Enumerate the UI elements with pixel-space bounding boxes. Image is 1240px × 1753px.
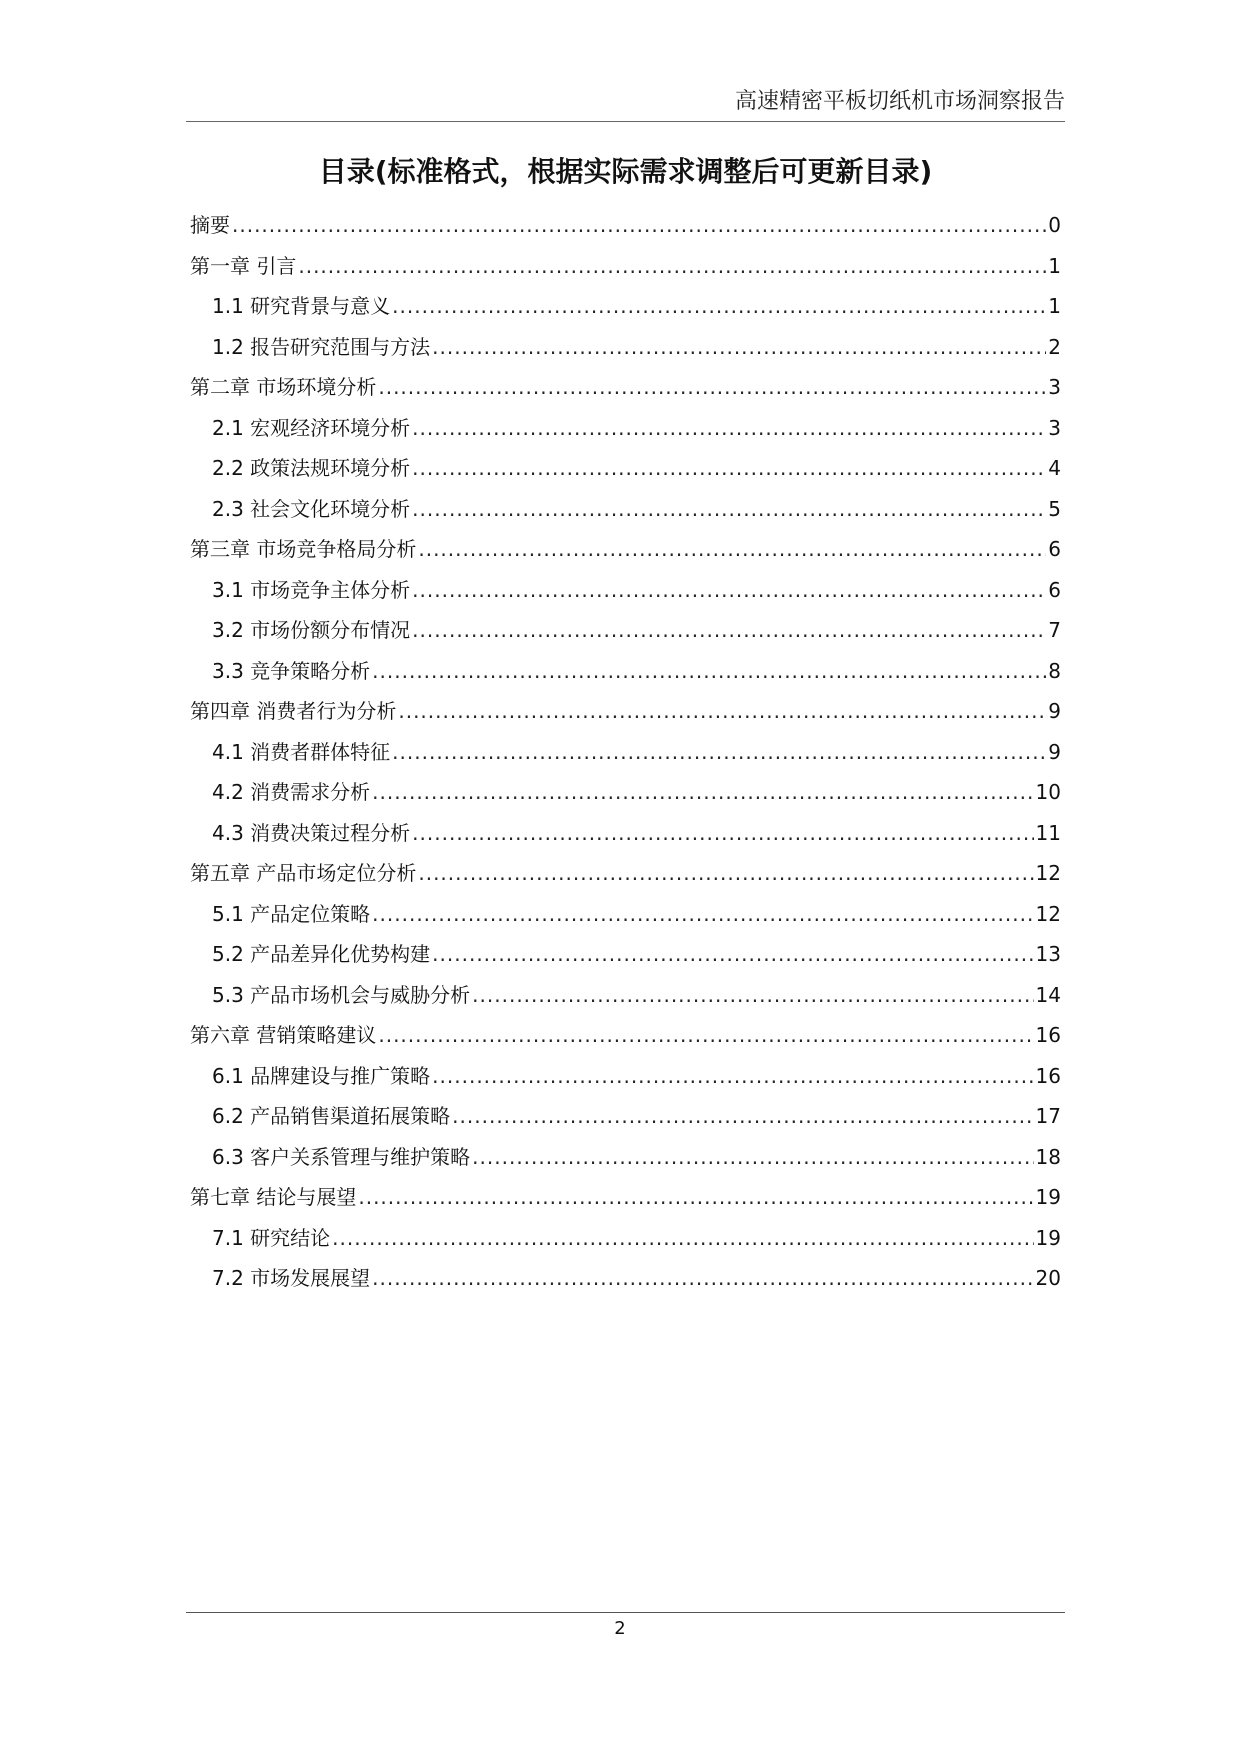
- toc-leader-dots: [412, 416, 1046, 440]
- toc-entry-page: 0: [1048, 213, 1061, 237]
- toc-entry-label: 7.2 市场发展展望: [212, 1266, 371, 1290]
- toc-entry-page: 3: [1048, 375, 1061, 399]
- toc-entry-page: 1: [1048, 253, 1061, 278]
- toc-entry-page: 9: [1048, 699, 1061, 723]
- toc-entry-page: 10: [1035, 780, 1061, 804]
- toc-entry[interactable]: [190, 331, 1061, 372]
- toc-entry-label: 第二章 市场环境分析: [190, 375, 377, 399]
- toc-entry-page: 19: [1035, 1185, 1061, 1209]
- toc-leader-dots: [472, 983, 1033, 1007]
- toc-entry[interactable]: [190, 857, 1061, 898]
- toc-entry[interactable]: [190, 938, 1061, 979]
- toc-entry-page: 7: [1048, 618, 1061, 642]
- toc-entry-page: 13: [1035, 942, 1061, 966]
- toc-leader-dots: [392, 294, 1046, 318]
- toc-entry-page: 2: [1048, 334, 1061, 359]
- toc-entry-label: 5.3 产品市场机会与威胁分析: [212, 982, 471, 1007]
- toc-entry-page: 5: [1048, 496, 1061, 521]
- toc-entry[interactable]: [190, 817, 1061, 858]
- toc-entry-label: 第五章 产品市场定位分析: [190, 861, 417, 885]
- toc-entry[interactable]: [190, 736, 1061, 777]
- toc-entry-label: 5.2 产品差异化优势构建: [212, 942, 431, 966]
- toc-title: 目录(标准格式，根据实际需求调整后可更新目录): [318, 155, 933, 188]
- toc-entry[interactable]: [190, 614, 1061, 655]
- toc-entry-label: 6.1 品牌建设与推广策略: [212, 1063, 431, 1088]
- toc-entry-label: 2.2 政策法规环境分析: [212, 456, 411, 480]
- table-of-contents: [190, 209, 1061, 1303]
- footer-rule: [186, 1612, 1065, 1613]
- toc-entry-page: 16: [1035, 1063, 1061, 1088]
- toc-entry[interactable]: [190, 1100, 1061, 1141]
- toc-leader-dots: [412, 497, 1046, 521]
- toc-entry-page: 9: [1048, 739, 1061, 764]
- toc-leader-dots: [398, 699, 1046, 723]
- toc-leader-dots: [412, 618, 1046, 642]
- toc-leader-dots: [392, 740, 1046, 764]
- toc-leader-dots: [332, 1226, 1033, 1250]
- toc-entry-page: 20: [1035, 1266, 1061, 1290]
- toc-leader-dots: [372, 780, 1033, 804]
- toc-entry[interactable]: [190, 290, 1061, 331]
- toc-leader-dots: [372, 659, 1046, 683]
- toc-leader-dots: [452, 1104, 1033, 1128]
- toc-entry-label: 4.3 消费决策过程分析: [212, 820, 411, 845]
- toc-entry-label: 4.2 消费需求分析: [212, 780, 371, 804]
- toc-entry[interactable]: [190, 1262, 1061, 1303]
- toc-entry-label: 7.1 研究结论: [212, 1225, 331, 1250]
- toc-entry-label: 1.1 研究背景与意义: [212, 294, 391, 318]
- toc-entry[interactable]: [190, 574, 1061, 615]
- toc-entry-page: 6: [1048, 577, 1061, 602]
- toc-leader-dots: [432, 335, 1046, 359]
- toc-entry-label: 2.3 社会文化环境分析: [212, 496, 411, 521]
- toc-entry-label: 6.2 产品销售渠道拓展策略: [212, 1104, 451, 1128]
- toc-leader-dots: [412, 578, 1046, 602]
- toc-entry[interactable]: [190, 371, 1061, 412]
- toc-entry-page: 11: [1035, 820, 1061, 845]
- toc-entry[interactable]: [190, 493, 1061, 534]
- toc-entry-page: 16: [1035, 1023, 1061, 1047]
- toc-entry-page: 4: [1048, 456, 1061, 480]
- toc-entry-page: 17: [1035, 1104, 1061, 1128]
- toc-entry-label: 3.2 市场份额分布情况: [212, 618, 411, 642]
- toc-entry-label: 第一章 引言: [190, 253, 297, 278]
- toc-leader-dots: [232, 213, 1046, 237]
- toc-leader-dots: [418, 537, 1046, 561]
- toc-entry-label: 3.1 市场竞争主体分析: [212, 577, 411, 602]
- header-rule: [186, 121, 1065, 122]
- toc-leader-dots: [432, 942, 1033, 966]
- toc-entry-label: 第四章 消费者行为分析: [190, 699, 397, 723]
- toc-entry[interactable]: [190, 1019, 1061, 1060]
- toc-leader-dots: [472, 1145, 1033, 1169]
- toc-entry-page: 6: [1048, 537, 1061, 561]
- toc-leader-dots: [298, 254, 1046, 278]
- toc-entry[interactable]: [190, 250, 1061, 291]
- toc-entry[interactable]: [190, 1060, 1061, 1101]
- toc-leader-dots: [432, 1064, 1033, 1088]
- toc-entry[interactable]: [190, 412, 1061, 453]
- toc-leader-dots: [378, 375, 1046, 399]
- toc-entry-page: 14: [1035, 982, 1061, 1007]
- toc-entry-label: 5.1 产品定位策略: [212, 901, 371, 926]
- toc-entry[interactable]: [190, 1141, 1061, 1182]
- toc-entry[interactable]: [190, 533, 1061, 574]
- toc-entry-label: 第三章 市场竞争格局分析: [190, 537, 417, 561]
- toc-entry-label: 6.3 客户关系管理与维护策略: [212, 1144, 471, 1169]
- toc-entry[interactable]: [190, 1222, 1061, 1263]
- toc-entry-page: 19: [1035, 1225, 1061, 1250]
- toc-entry[interactable]: [190, 898, 1061, 939]
- toc-entry[interactable]: [190, 695, 1061, 736]
- toc-entry[interactable]: [190, 209, 1061, 250]
- toc-entry-page: 12: [1035, 901, 1061, 926]
- toc-entry-page: 3: [1048, 415, 1061, 440]
- toc-entry-label: 3.3 竞争策略分析: [212, 658, 371, 683]
- toc-entry-page: 12: [1035, 861, 1061, 885]
- toc-leader-dots: [358, 1185, 1033, 1209]
- toc-leader-dots: [412, 456, 1046, 480]
- toc-entry-page: 8: [1048, 658, 1061, 683]
- toc-leader-dots: [418, 861, 1033, 885]
- toc-entry-label: 2.1 宏观经济环境分析: [212, 415, 411, 440]
- running-header: 高速精密平板切纸机市场洞察报告: [734, 89, 1065, 114]
- toc-entry-label: 第七章 结论与展望: [190, 1185, 357, 1209]
- toc-entry[interactable]: [190, 979, 1061, 1020]
- toc-entry-label: 第六章 营销策略建议: [190, 1023, 377, 1047]
- toc-entry[interactable]: [190, 776, 1061, 817]
- toc-entry-page: 1: [1048, 294, 1061, 318]
- toc-entry-page: 18: [1035, 1144, 1061, 1169]
- toc-entry-label: 4.1 消费者群体特征: [212, 739, 391, 764]
- toc-leader-dots: [372, 1266, 1033, 1290]
- toc-entry[interactable]: [190, 655, 1061, 696]
- toc-leader-dots: [372, 902, 1033, 926]
- toc-leader-dots: [378, 1023, 1033, 1047]
- toc-entry[interactable]: [190, 452, 1061, 493]
- toc-entry-label: 摘要: [190, 213, 230, 237]
- toc-leader-dots: [412, 821, 1033, 845]
- toc-entry-label: 1.2 报告研究范围与方法: [212, 334, 431, 359]
- toc-entry[interactable]: [190, 1181, 1061, 1222]
- page-number: 2: [614, 1618, 626, 1639]
